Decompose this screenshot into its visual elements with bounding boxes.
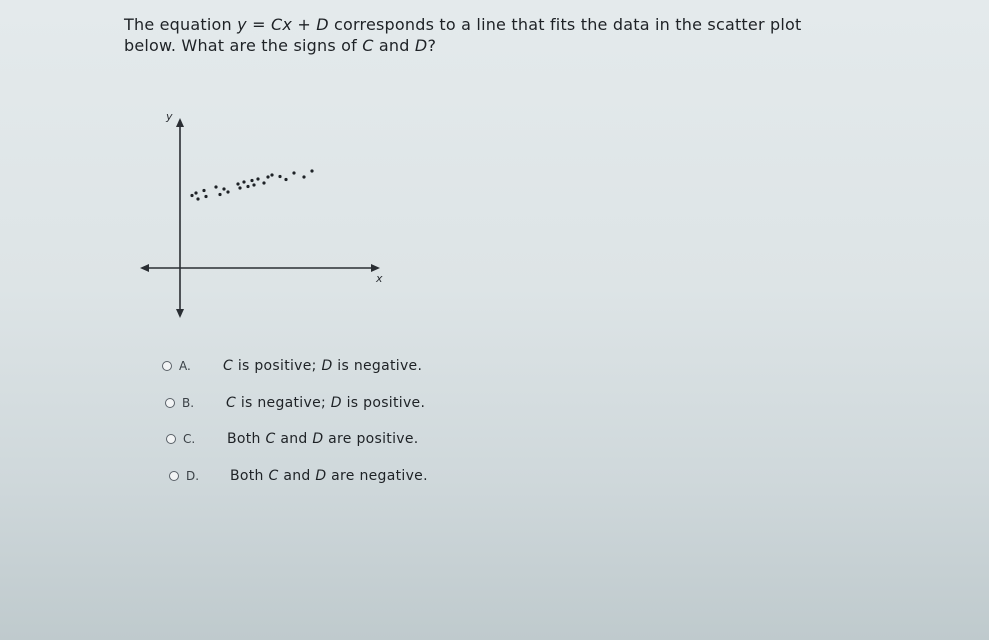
- choice-letter: D.: [186, 469, 200, 483]
- choice-c[interactable]: [166, 431, 419, 447]
- data-point: [226, 190, 229, 193]
- question-fragment: ?: [427, 36, 437, 55]
- variable-c: C: [223, 358, 234, 374]
- data-point: [214, 185, 217, 188]
- data-point: [238, 186, 241, 189]
- choice-fragment: is negative;: [236, 395, 331, 411]
- data-point: [204, 195, 207, 198]
- variable-c: C: [226, 395, 237, 411]
- data-point: [270, 173, 273, 176]
- data-point: [262, 181, 265, 184]
- data-point: [278, 175, 281, 178]
- variable-d: D: [316, 15, 329, 34]
- data-point: [292, 171, 295, 174]
- choice-fragment: Both: [227, 431, 266, 447]
- data-point: [194, 191, 197, 194]
- y-axis-arrow-up: [176, 118, 184, 127]
- choice-letter: A.: [179, 359, 191, 373]
- data-point: [196, 197, 199, 200]
- choice-fragment: and: [275, 431, 313, 447]
- choice-fragment: and: [278, 468, 316, 484]
- choice-letter: C.: [183, 432, 196, 446]
- data-points: [190, 169, 313, 200]
- question-fragment: +: [292, 15, 317, 34]
- variable-d: D: [321, 358, 333, 374]
- choice-fragment: are negative.: [326, 468, 428, 484]
- y-axis-label: y: [166, 110, 173, 123]
- radio-button[interactable]: [165, 398, 175, 408]
- variable-d: D: [315, 468, 327, 484]
- choice-text: [226, 395, 425, 411]
- question-fragment: =: [246, 15, 271, 34]
- variable-d: D: [414, 36, 428, 55]
- choice-fragment: are positive.: [323, 431, 419, 447]
- variable-d: D: [330, 395, 342, 411]
- choice-text: [230, 468, 428, 484]
- question-fragment: corresponds to a line that fits the data in the scatter plot: [328, 15, 802, 34]
- radio-button[interactable]: [166, 434, 176, 444]
- y-axis-arrow-down: [176, 309, 184, 318]
- variable-d: D: [312, 431, 324, 447]
- choice-fragment: is negative.: [332, 358, 423, 374]
- question-fragment: The equation: [124, 15, 238, 34]
- data-point: [310, 169, 313, 172]
- x-axis-label: x: [376, 272, 383, 285]
- data-point: [246, 185, 249, 188]
- choice-text: [223, 358, 422, 374]
- radio-button[interactable]: [169, 471, 179, 481]
- choice-fragment: Both: [230, 468, 269, 484]
- choice-fragment: is positive;: [233, 358, 322, 374]
- choice-letter: B.: [182, 396, 195, 410]
- variable-c: C: [362, 36, 374, 55]
- radio-button[interactable]: [162, 361, 172, 371]
- data-point: [236, 182, 239, 185]
- data-point: [256, 177, 259, 180]
- data-point: [222, 187, 225, 190]
- data-point: [202, 189, 205, 192]
- data-point: [266, 175, 269, 178]
- data-point: [302, 175, 305, 178]
- scatter-plot: [134, 108, 394, 328]
- question-fragment: below. What are the signs of: [124, 36, 363, 55]
- variable-y: y: [237, 15, 247, 34]
- variable-cx: Cx: [270, 15, 293, 34]
- x-axis-arrow-right: [371, 264, 380, 272]
- question-line-1: [124, 14, 924, 35]
- choice-a[interactable]: [162, 358, 422, 374]
- data-point: [284, 178, 287, 181]
- question-fragment: and: [373, 36, 415, 55]
- x-axis-arrow-left: [140, 264, 149, 272]
- variable-c: C: [268, 468, 279, 484]
- data-point: [190, 194, 193, 197]
- question-text: [124, 14, 924, 56]
- choice-fragment: is positive.: [341, 395, 426, 411]
- data-point: [250, 179, 253, 182]
- data-point: [242, 180, 245, 183]
- choice-d[interactable]: [169, 468, 428, 484]
- choice-b[interactable]: [165, 395, 425, 411]
- choice-text: [227, 431, 419, 447]
- data-point: [252, 183, 255, 186]
- data-point: [218, 193, 221, 196]
- variable-c: C: [265, 431, 276, 447]
- question-line-2: [124, 35, 924, 56]
